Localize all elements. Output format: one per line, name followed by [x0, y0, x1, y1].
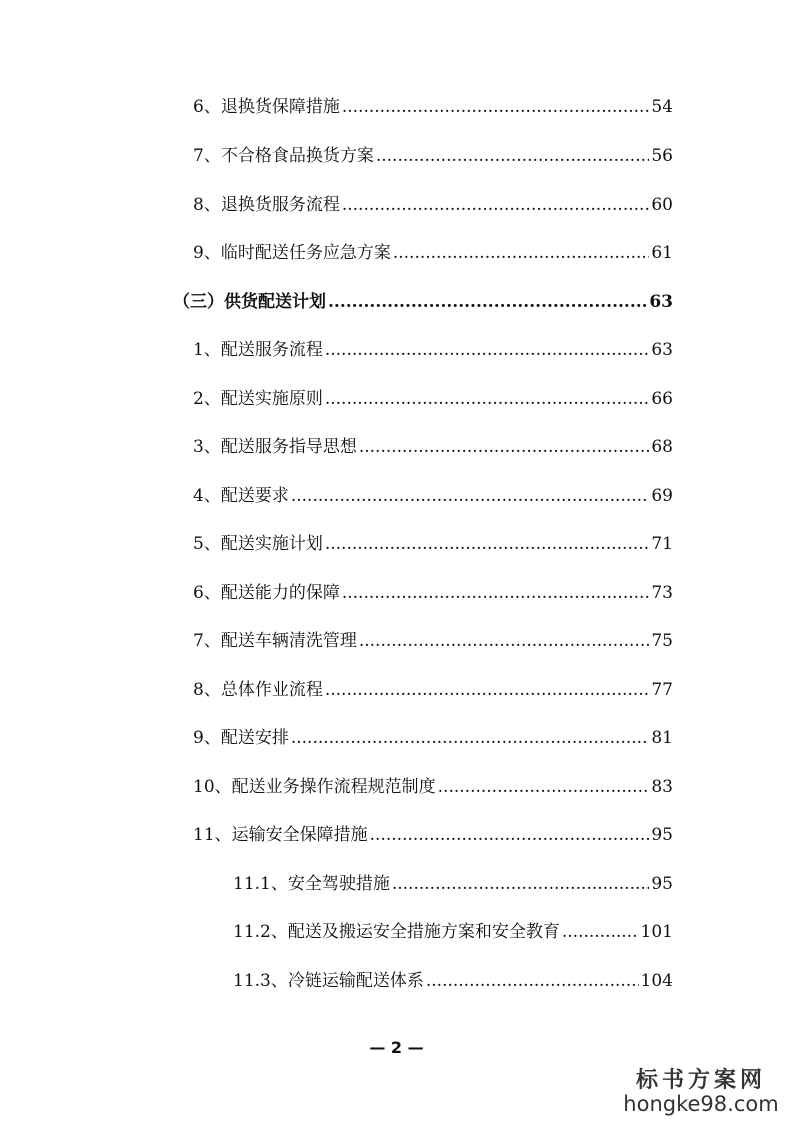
- watermark-url: hongke98.com: [623, 1092, 779, 1116]
- page-number: — 2 —: [369, 1038, 424, 1057]
- toc-entry-title: 8、退换货服务流程: [193, 195, 340, 215]
- toc-entry-title: 11.1、安全驾驶措施: [233, 874, 390, 894]
- toc-page-number: 69: [651, 486, 673, 506]
- toc-subentry[interactable]: [233, 917, 673, 947]
- toc-dot-leader: [359, 626, 650, 656]
- toc-entry-title: 3、配送服务指导思想: [193, 437, 357, 457]
- toc-entry-title: 6、配送能力的保障: [193, 583, 340, 603]
- toc-dot-leader: [370, 820, 650, 850]
- toc-entry-title: 9、配送安排: [193, 728, 289, 748]
- toc-page-number: 83: [651, 777, 673, 797]
- toc-subentry[interactable]: [233, 966, 673, 996]
- toc-entry[interactable]: [193, 626, 673, 656]
- toc-entry[interactable]: [193, 578, 673, 608]
- toc-section-heading[interactable]: [173, 287, 673, 317]
- toc-entry[interactable]: [193, 432, 673, 462]
- toc-dot-leader: [291, 481, 650, 511]
- toc-entry[interactable]: [193, 190, 673, 220]
- toc-entry[interactable]: [193, 675, 673, 705]
- toc-dot-leader: [325, 384, 650, 414]
- toc-page-number: 81: [651, 728, 673, 748]
- toc-entry[interactable]: [193, 238, 673, 268]
- toc-entry-title: 10、配送业务操作流程规范制度: [193, 777, 436, 797]
- toc-entry-title: 11.2、配送及搬运安全措施方案和安全教育: [233, 922, 560, 942]
- toc-dot-leader: [342, 190, 650, 220]
- toc-entry[interactable]: [193, 529, 673, 559]
- toc-entry-title: 11、运输安全保障措施: [193, 825, 368, 845]
- toc-entry[interactable]: [193, 723, 673, 753]
- toc-dot-leader: [328, 287, 647, 317]
- toc-entry[interactable]: [193, 141, 673, 171]
- toc-entry[interactable]: [193, 772, 673, 802]
- toc-page-number: 66: [651, 389, 673, 409]
- toc-dot-leader: [325, 335, 650, 365]
- toc-page-number: 95: [651, 874, 673, 894]
- toc-entry[interactable]: [193, 335, 673, 365]
- toc-dot-leader: [426, 966, 639, 996]
- toc-entry-title: 5、配送实施计划: [193, 534, 323, 554]
- toc-page-number: 63: [649, 292, 673, 312]
- toc-dot-leader: [359, 432, 650, 462]
- toc-dot-leader: [392, 869, 650, 899]
- toc-entry[interactable]: [193, 384, 673, 414]
- toc-entry-title: 6、退换货保障措施: [193, 97, 340, 117]
- watermark: [621, 1068, 781, 1116]
- toc-entry-title: 4、配送要求: [193, 486, 289, 506]
- toc-entry-title: 9、临时配送任务应急方案: [193, 243, 391, 263]
- toc-subentry[interactable]: [233, 869, 673, 899]
- toc-page-number: 101: [640, 922, 673, 942]
- toc-page-number: 56: [651, 146, 673, 166]
- toc-dot-leader: [438, 772, 650, 802]
- toc-page-number: 68: [651, 437, 673, 457]
- toc-dot-leader: [325, 675, 650, 705]
- toc-dot-leader: [376, 141, 650, 171]
- toc-page-number: 104: [640, 971, 673, 991]
- toc-page-number: 63: [651, 340, 673, 360]
- watermark-chinese-text: 标书方案网: [635, 1067, 766, 1093]
- toc-dot-leader: [291, 723, 650, 753]
- toc-page-number: 60: [651, 195, 673, 215]
- toc-entry-title: 1、配送服务流程: [193, 340, 323, 360]
- toc-page-number: 54: [651, 97, 673, 117]
- toc-page-number: 75: [651, 631, 673, 651]
- toc-entry-title: 11.3、冷链运输配送体系: [233, 971, 424, 991]
- toc-entry[interactable]: [193, 820, 673, 850]
- toc-page-number: 77: [651, 680, 673, 700]
- toc-dot-leader: [562, 917, 639, 947]
- toc-entry-title: 8、总体作业流程: [193, 680, 323, 700]
- toc-entry-title: 7、配送车辆清洗管理: [193, 631, 357, 651]
- toc-entry-title: 7、不合格食品换货方案: [193, 146, 374, 166]
- toc-entry[interactable]: [193, 92, 673, 122]
- toc-page-number: 73: [651, 583, 673, 603]
- toc-dot-leader: [342, 578, 650, 608]
- toc-dot-leader: [393, 238, 650, 268]
- toc-entry-title: 2、配送实施原则: [193, 389, 323, 409]
- toc-dot-leader: [325, 529, 650, 559]
- toc-entry[interactable]: [193, 481, 673, 511]
- toc-entry-title: （三）供货配送计划: [173, 292, 326, 312]
- toc-page-number: 61: [651, 243, 673, 263]
- toc-dot-leader: [342, 92, 650, 122]
- toc-page-number: 71: [651, 534, 673, 554]
- toc-page-number: 95: [651, 825, 673, 845]
